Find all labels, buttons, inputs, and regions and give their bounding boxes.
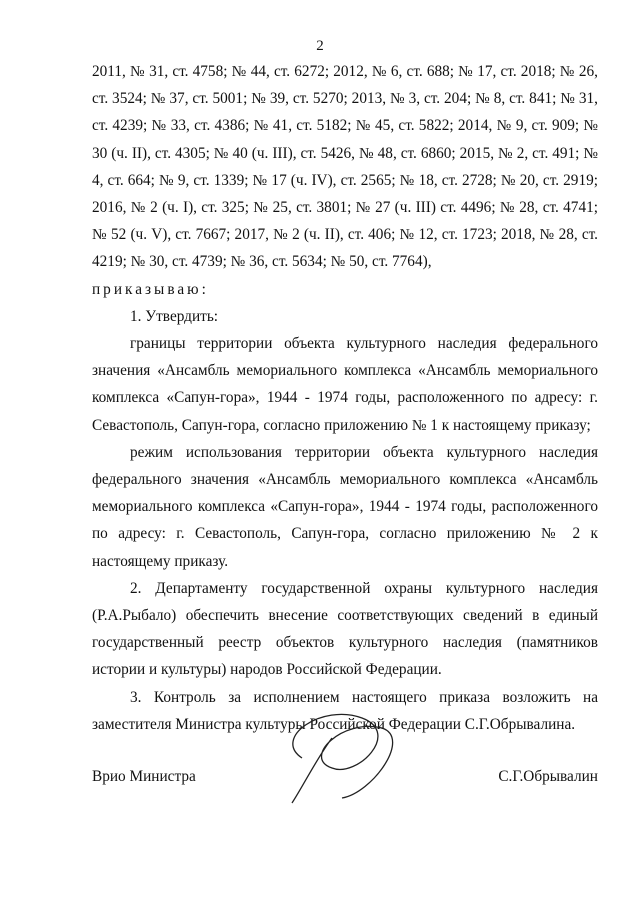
- item2-paragraph: 2. Департаменту государственной охраны культурного наследия (Р.А.Рыбало) обеспечить внесение соответствующих сведений в единый государственный реестр объектов культурного наследия (памятников истории и культуры) народов Российской Федерации.: [92, 579, 598, 679]
- document-body: [92, 58, 598, 738]
- page-number: 2: [316, 38, 324, 54]
- order-word: приказываю:: [92, 280, 209, 298]
- item1-regime-paragraph: режим использования территории объекта культурного наследия федерального значения «Ансамбль мемориального комплекса «Ансамбль мемориального комплекса «Сапун-гора», 1944 - 1974 годы, расположенного по адресу: г. Севастополь, Сапун-гора, согласно приложению № 2 к настоящему приказу.: [92, 443, 598, 570]
- signatory-title: Врио Министра: [92, 768, 196, 785]
- item3-paragraph: 3. Контроль за исполнением настоящего приказа возложить на заместителя Министра культуры Российской Федерации С.Г.Обрывалина.: [92, 688, 598, 733]
- legal-citations-paragraph: 2011, № 31, ст. 4758; № 44, ст. 6272; 2012, № 6, ст. 688; № 17, ст. 2018; № 26, ст. 3524; № 37, ст. 5001; № 39, ст. 5270; 2013, № 3, ст. 204; № 8, ст. 841; № 31, ст. 4239; № 33, ст. 4386; № 41, ст. 5182; № 45, ст. 5822; 2014, № 9, ст. 909; № 30 (ч. II), ст. 4305; № 40 (ч. III), ст. 5426, № 48, ст. 6860; 2015, № 2, ст. 491; № 4, ст. 664; № 9, ст. 1339; № 17 (ч. IV), ст. 2565; № 18, ст. 2728; № 20, ст. 2919; 2016, № 2 (ч. I), ст. 325; № 25, ст. 3801; № 27 (ч. III) ст. 4496; № 28, ст. 4741; № 52 (ч. V), ст. 7667; 2017, № 2 (ч. II), ст. 406; № 12, ст. 1723; 2018, № 28, ст. 4219; № 30, ст. 4739; № 36, ст. 5634; № 50, ст. 7764),: [92, 63, 598, 271]
- item1-boundaries-paragraph: границы территории объекта культурного наследия федерального значения «Ансамбль мемориального комплекса «Ансамбль мемориального комплекса «Сапун-гора», 1944 - 1974 годы, расположенного по адресу: г. Севастополь, Сапун-гора, согласно приложению № 1 к настоящему приказу;: [92, 335, 598, 434]
- signatory-name: С.Г.Обрывалин: [498, 768, 598, 785]
- handwritten-signature: [262, 698, 412, 808]
- item1-heading: 1. Утвердить:: [130, 307, 219, 325]
